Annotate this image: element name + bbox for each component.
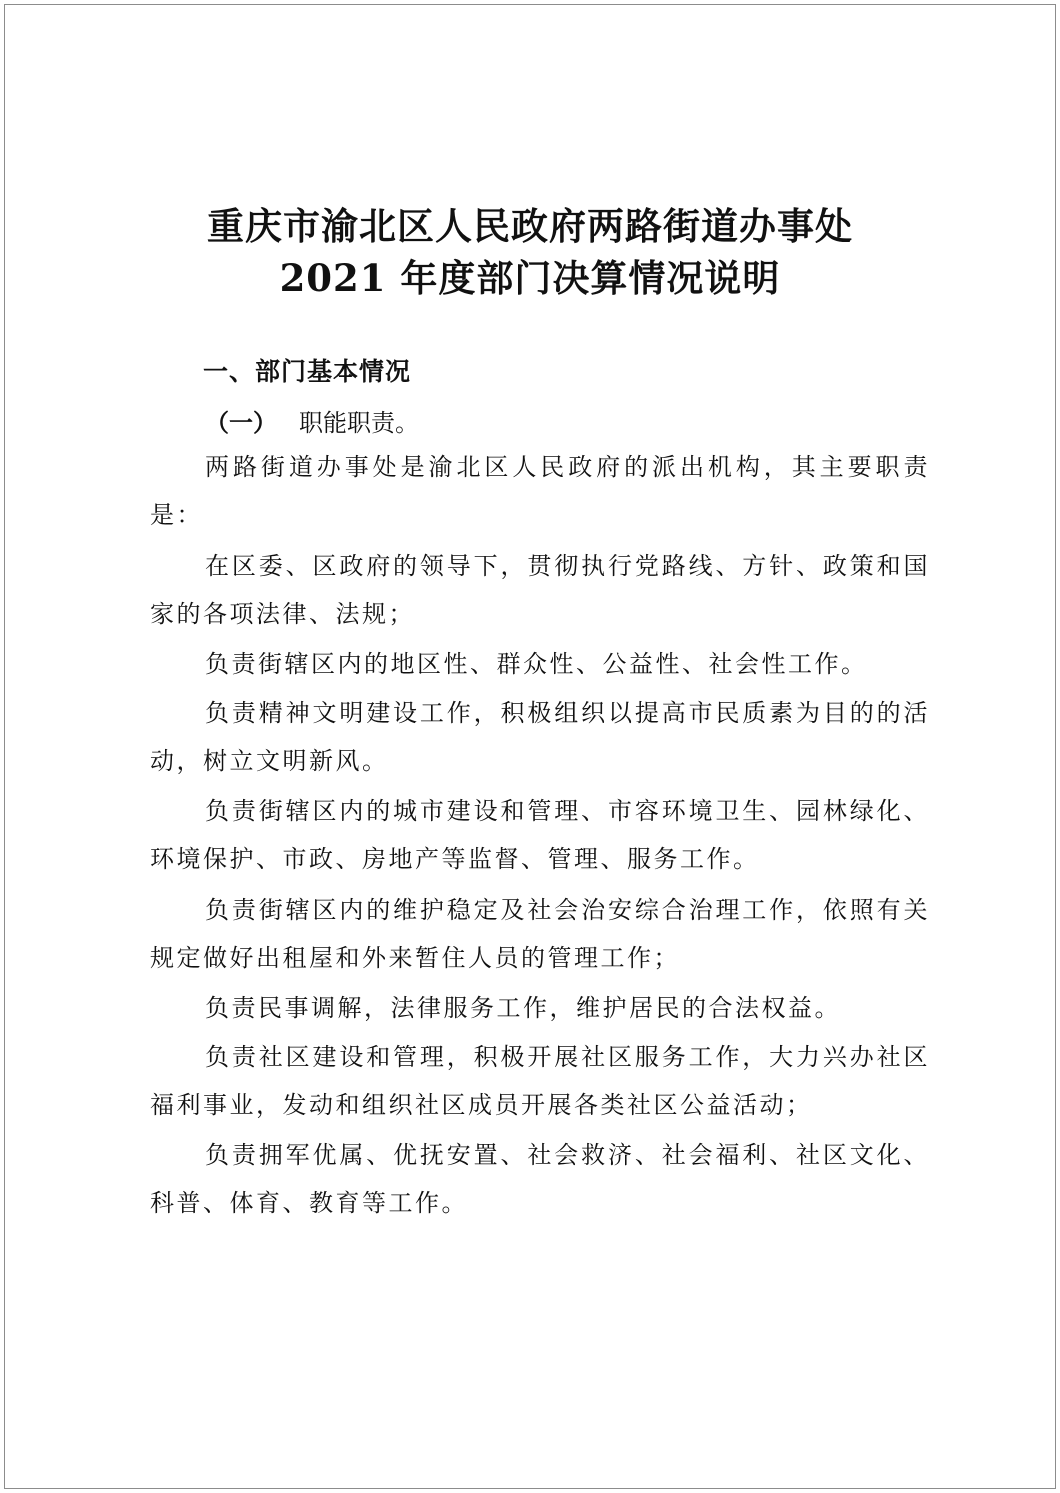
paragraph-duty-2: 负责街辖区内的地区性、群众性、公益性、社会性工作。	[205, 650, 868, 678]
subsection-heading	[205, 403, 419, 438]
paragraph-duty-3: 负责精神文明建设工作，积极组织以提高市民质素为目的的活动，树立文明新风。	[150, 699, 930, 775]
paragraph-duty-7: 负责社区建设和管理，积极开展社区服务工作，大力兴办社区福利事业，发动和组织社区成员开展各类社区公益活动；	[150, 1043, 930, 1119]
document-title-line2: 2021 年度部门决算情况说明	[279, 256, 781, 300]
document-title-line1: 重庆市渝北区人民政府两路街道办事处	[207, 204, 853, 248]
paragraph-duty-6: 负责民事调解，法律服务工作，维护居民的合法权益。	[205, 994, 841, 1022]
paragraph-intro: 两路街道办事处是渝北区人民政府的派出机构，其主要职责是：	[150, 453, 930, 529]
section-heading: 一、部门基本情况	[203, 357, 412, 386]
paragraph-duty-4: 负责街辖区内的城市建设和管理、市容环境卫生、园林绿化、环境保护、市政、房地产等监督、管理、服务工作。	[150, 797, 930, 873]
paragraph-duty-8: 负责拥军优属、优抚安置、社会救济、社会福利、社区文化、科普、体育、教育等工作。	[150, 1141, 930, 1217]
paragraph-duty-1: 在区委、区政府的领导下，贯彻执行党路线、方针、政策和国家的各项法律、法规；	[150, 552, 930, 628]
paragraph-duty-5: 负责街辖区内的维护稳定及社会治安综合治理工作，依照有关规定做好出租屋和外来暂住人员的管理工作；	[150, 896, 930, 972]
subsection-title: 职能职责。	[299, 409, 419, 437]
subsection-number: （一）	[205, 409, 277, 437]
